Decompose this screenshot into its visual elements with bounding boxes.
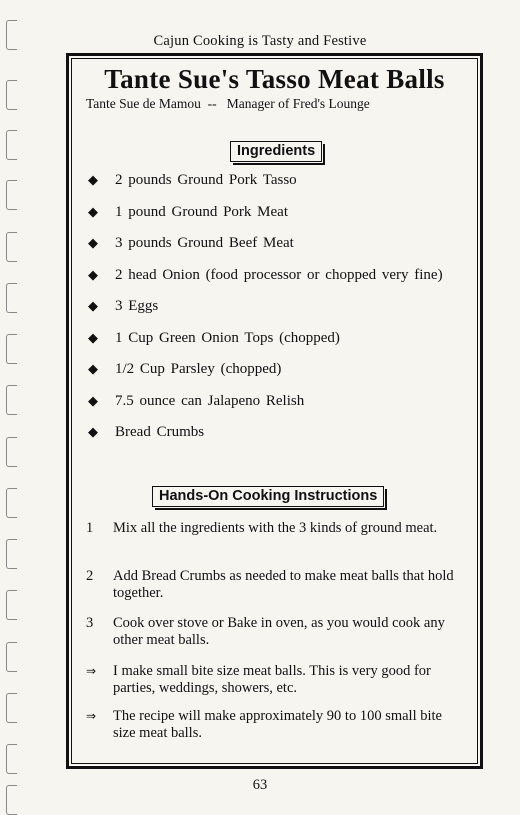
diamond-bullet-icon: ◆ [88, 329, 98, 345]
byline-separator: -- [207, 96, 217, 111]
diamond-bullet-icon: ◆ [88, 361, 98, 376]
note-text: The recipe will make approximately 90 to 100 small bite size meat balls. [113, 708, 442, 741]
recipe-byline [86, 96, 370, 112]
diamond-bullet-icon: ◆ [88, 172, 98, 187]
step-text: Mix all the ingredients with the 3 kinds of ground meat. [113, 520, 438, 536]
binding-ring [6, 539, 17, 569]
author-role: Manager of Fred's Lounge [226, 96, 370, 111]
step-text: Add Bread Crumbs as needed to make meat balls that hold together. [113, 568, 454, 601]
ingredient-text: 1 pound Ground Pork Meat [115, 203, 288, 220]
diamond-bullet-icon: ◆ [88, 266, 98, 282]
step-number: 2 [86, 568, 94, 584]
binding-ring [6, 693, 17, 723]
step-text: Cook over stove or Bake in oven, as you would cook any other meat balls. [113, 615, 445, 648]
ingredient-text: 7.5 ounce can Jalapeno Relish [115, 392, 305, 409]
ingredient-text: Bread Crumbs [115, 424, 205, 440]
page-number: 63 [252, 777, 268, 793]
author-name: Tante Sue de Mamou [86, 96, 201, 111]
step-number: 1 [86, 520, 94, 536]
ingredient-text: 3 Eggs [115, 298, 159, 314]
binding-ring [6, 283, 17, 313]
diamond-bullet-icon: ◆ [88, 424, 98, 439]
binding-ring [6, 180, 17, 210]
ingredient-text: 1/2 Cup Parsley (chopped) [115, 361, 282, 377]
binding-ring [6, 80, 17, 110]
note-text: I make small bite size meat balls. This is very good for parties, weddings, showers, etc. [113, 663, 431, 696]
ingredient-text: 3 pounds Ground Beef Meat [115, 235, 294, 251]
binding-ring [6, 130, 17, 160]
diamond-bullet-icon: ◆ [88, 298, 98, 313]
binding-ring [6, 488, 17, 518]
running-header: Cajun Cooking is Tasty and Festive [153, 33, 367, 49]
binding-ring [6, 232, 17, 262]
ingredient-text: 2 pounds Ground Pork Tasso [115, 172, 297, 188]
binding-ring [6, 590, 17, 620]
binding-ring [6, 642, 17, 672]
binding-ring [6, 385, 17, 415]
double-arrow-icon: ⇒ [86, 709, 97, 723]
diamond-bullet-icon: ◆ [88, 235, 98, 250]
binding-ring [6, 437, 17, 467]
spiral-binding [6, 0, 20, 813]
binding-ring [6, 334, 17, 364]
ingredient-text: 1 Cup Green Onion Tops (chopped) [115, 329, 340, 346]
diamond-bullet-icon: ◆ [88, 203, 98, 219]
step-number: 3 [86, 615, 94, 631]
double-arrow-icon: ⇒ [86, 664, 97, 678]
diamond-bullet-icon: ◆ [88, 392, 98, 408]
recipe-frame-inner [71, 58, 478, 764]
instructions-heading: Hands-On Cooking Instructions [152, 486, 384, 507]
binding-ring [6, 744, 17, 774]
ingredients-heading: Ingredients [230, 141, 322, 162]
recipe-title: Tante Sue's Tasso Meat Balls [104, 64, 445, 94]
ingredient-text: 2 head Onion (food processor or chopped very fine) [115, 266, 443, 283]
